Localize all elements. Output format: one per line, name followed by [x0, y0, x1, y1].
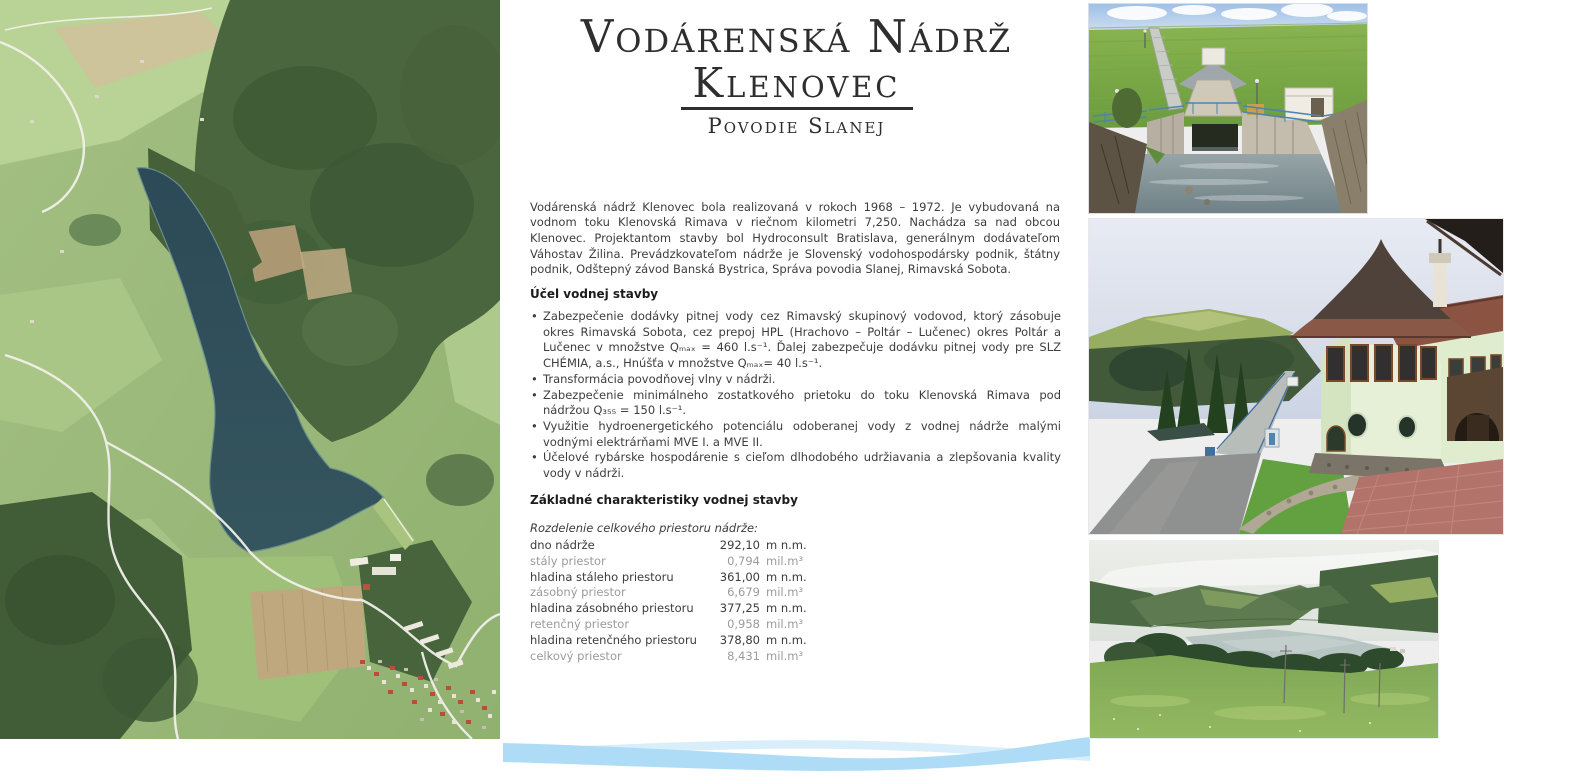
operations-building-photo	[1088, 218, 1504, 535]
characteristics-table	[530, 538, 828, 664]
page-title	[503, 12, 1090, 138]
purpose-list-item: • Účelové rybárske hospodárenie s cieľom dlhodobého udržiavania a zlepšovania kvality vody v nádrži.	[530, 450, 1061, 481]
row-value: 8,431	[727, 648, 760, 663]
row-label: hladina stáleho priestoru	[530, 569, 674, 584]
purpose-list-item: • Využitie hydroenergetického potenciálu odoberanej vody z vodnej nádrže malými vodnými elektrárňami MVE I. a MVE II.	[530, 419, 1061, 450]
table-row	[530, 585, 828, 601]
document-panel	[503, 0, 1090, 772]
row-value: 292,10	[719, 538, 760, 552]
row-value: 378,80	[719, 632, 760, 647]
characteristics-subheading: Rozdelenie celkového priestoru nádrže:	[530, 521, 758, 535]
row-label: zásobný priestor	[530, 585, 626, 600]
table-row	[530, 649, 828, 665]
table-row	[530, 601, 828, 617]
title-subtitle: Povodie Slanej	[707, 114, 886, 138]
section-heading-characteristics: Základné charakteristiky vodnej stavby	[530, 493, 798, 507]
row-value: 6,679	[727, 585, 760, 600]
purpose-list-item: • Zabezpečenie dodávky pitnej vody cez Rimavský skupinový vodovod, ktorý zásobuje okres Rimavská Sobota, cez prepoj HPL (Hrachovo – Poltár – Lučenec) okres Poltár a Lučenec v množstve Qₘₐₓ = 460 l.s⁻¹. Ďalej zabezpečuje dodávku pitnej vody pre SLZ CHÉMIA, a.s., Hnúšťa v množstve Qₘₐₓ= 40 l.s⁻¹.	[530, 309, 1061, 372]
title-line-2: Klenovec	[681, 62, 913, 110]
reservoir-landscape-photo	[1089, 540, 1439, 739]
title-line-1: Vodárenská Nádrž	[580, 10, 1013, 63]
row-value: 0,794	[727, 553, 760, 568]
purpose-list-item: • Transformácia povodňovej vlny v nádrži.	[530, 372, 1061, 388]
row-unit: mil.m³	[766, 585, 804, 600]
aerial-photo-reservoir	[0, 0, 500, 739]
section-heading-purpose: Účel vodnej stavby	[530, 287, 659, 301]
row-label: stály priestor	[530, 553, 606, 568]
table-row	[530, 617, 828, 633]
row-value: 361,00	[719, 569, 760, 584]
row-label: celkový priestor	[530, 648, 622, 663]
table-row	[530, 633, 828, 649]
row-unit: mil.m³	[766, 616, 804, 631]
row-unit: m n.m.	[766, 569, 807, 584]
table-row	[530, 538, 828, 554]
row-unit: mil.m³	[766, 553, 804, 568]
row-label: hladina retenčného priestoru	[530, 632, 697, 647]
table-row	[530, 570, 828, 586]
row-label: hladina zásobného priestoru	[530, 601, 694, 616]
row-label: retenčný priestor	[530, 616, 630, 631]
footer-wave-decoration	[503, 734, 1090, 772]
row-value: 377,25	[719, 601, 760, 616]
purpose-list	[530, 309, 1061, 482]
intro-paragraph: Vodárenská nádrž Klenovec bola realizovaná v rokoch 1968 – 1972. Je vybudovaná na vodnom toku Klenovská Rimava v riečnom kilometri 7,250. Nachádza sa nad obcou Klenovec. Projektantom stavby bol Hydroconsult Bratislava, generálnym dodávateľom Váhostav Žilina. Prevádzkovateľom nádrže je Slovenský vodohospodársky podnik, štátny podnik, Odštepný závod Banská Bystrica, Správa povodia Slanej, Rimavská Sobota.	[530, 199, 1060, 277]
row-value: 0,958	[727, 616, 760, 631]
purpose-list-item: • Zabezpečenie minimálneho zostatkového prietoku do toku Klenovská Rimava pod nádržou Q₃₅₅ = 150 l.s⁻¹.	[530, 388, 1061, 419]
row-unit: m n.m.	[766, 538, 807, 552]
row-unit: mil.m³	[766, 648, 804, 663]
row-unit: m n.m.	[766, 601, 807, 616]
row-label: dno nádrže	[530, 538, 595, 552]
dam-outlet-photo	[1088, 3, 1368, 214]
row-unit: m n.m.	[766, 632, 807, 647]
table-row	[530, 554, 828, 570]
